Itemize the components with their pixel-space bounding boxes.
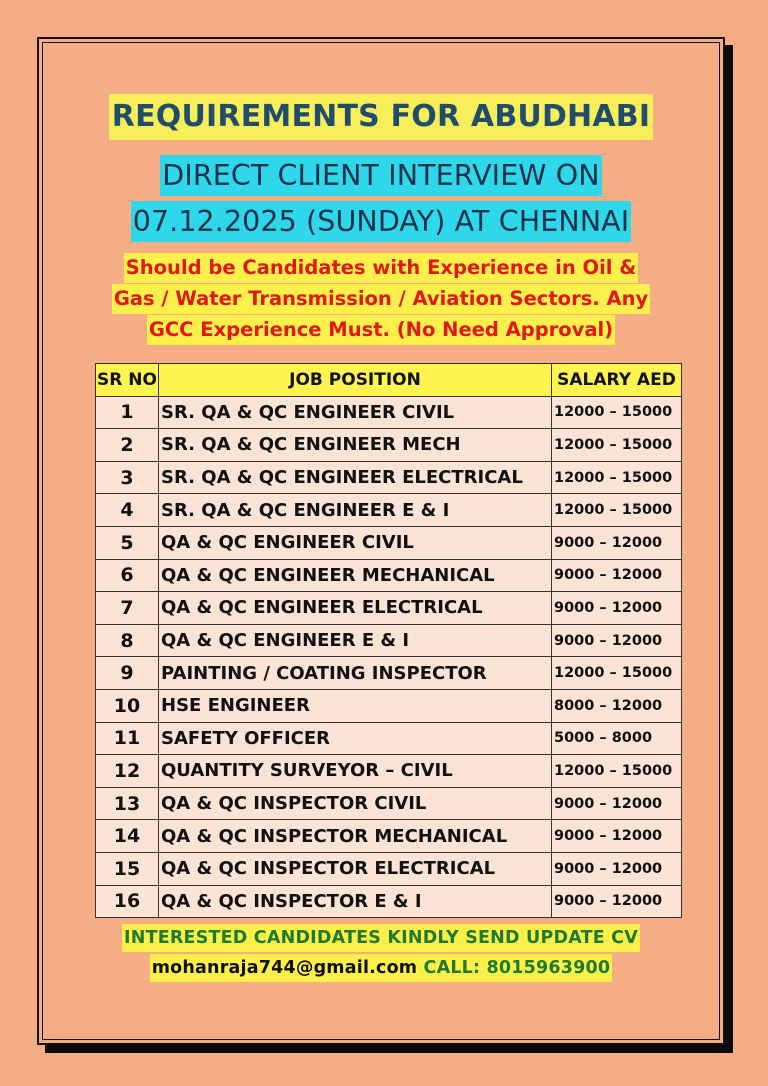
cell-job-position: PAINTING / COATING INSPECTOR bbox=[159, 657, 552, 690]
cell-sr-no: 12 bbox=[96, 755, 159, 788]
cell-salary: 12000 – 15000 bbox=[552, 461, 682, 494]
cell-job-position: QA & QC INSPECTOR MECHANICAL bbox=[159, 820, 552, 853]
cell-salary: 12000 – 15000 bbox=[552, 657, 682, 690]
contact-line bbox=[150, 954, 613, 982]
table-body bbox=[96, 396, 682, 918]
cell-sr-no: 9 bbox=[96, 657, 159, 690]
cell-job-position: QA & QC ENGINEER MECHANICAL bbox=[159, 559, 552, 592]
col-header-job-position: JOB POSITION bbox=[159, 364, 552, 397]
jobs-table bbox=[95, 363, 682, 918]
table-row bbox=[96, 885, 682, 918]
cell-salary: 9000 – 12000 bbox=[552, 526, 682, 559]
table-row bbox=[96, 820, 682, 853]
cell-salary: 9000 – 12000 bbox=[552, 885, 682, 918]
cell-salary: 12000 – 15000 bbox=[552, 755, 682, 788]
cell-sr-no: 8 bbox=[96, 624, 159, 657]
cell-job-position: SR. QA & QC ENGINEER ELECTRICAL bbox=[159, 461, 552, 494]
cell-job-position: QA & QC ENGINEER E & I bbox=[159, 624, 552, 657]
cell-job-position: SR. QA & QC ENGINEER E & I bbox=[159, 494, 552, 527]
cell-sr-no: 16 bbox=[96, 885, 159, 918]
interview-line-1: DIRECT CLIENT INTERVIEW ON bbox=[160, 155, 601, 196]
table-row bbox=[96, 624, 682, 657]
cell-salary: 9000 – 12000 bbox=[552, 820, 682, 853]
cell-job-position: SR. QA & QC ENGINEER MECH bbox=[159, 429, 552, 462]
cell-salary: 12000 – 15000 bbox=[552, 396, 682, 429]
col-header-salary: SALARY AED bbox=[552, 364, 682, 397]
cell-job-position: QA & QC INSPECTOR E & I bbox=[159, 885, 552, 918]
table-row bbox=[96, 852, 682, 885]
contact-phone: CALL: 8015963900 bbox=[423, 958, 611, 978]
cell-sr-no: 4 bbox=[96, 494, 159, 527]
table-row bbox=[96, 559, 682, 592]
cell-salary: 8000 – 12000 bbox=[552, 689, 682, 722]
table-row bbox=[96, 657, 682, 690]
cell-salary: 12000 – 15000 bbox=[552, 429, 682, 462]
cell-salary: 12000 – 15000 bbox=[552, 494, 682, 527]
cell-salary: 9000 – 12000 bbox=[552, 592, 682, 625]
footer-cta bbox=[39, 924, 723, 952]
cell-sr-no: 7 bbox=[96, 592, 159, 625]
interview-block bbox=[39, 155, 723, 247]
cell-job-position: SR. QA & QC ENGINEER CIVIL bbox=[159, 396, 552, 429]
cell-sr-no: 15 bbox=[96, 852, 159, 885]
poster-frame bbox=[37, 37, 725, 1045]
cell-salary: 9000 – 12000 bbox=[552, 852, 682, 885]
cell-job-position: SAFETY OFFICER bbox=[159, 722, 552, 755]
footer-line-1: INTERESTED CANDIDATES KINDLY SEND UPDATE CV bbox=[122, 924, 640, 952]
interview-line-2: 07.12.2025 (SUNDAY) AT CHENNAI bbox=[131, 201, 632, 242]
requirement-line-1: Should be Candidates with Experience in Oil & bbox=[124, 253, 639, 283]
contact-email: mohanraja744@gmail.com bbox=[151, 958, 418, 978]
table-row bbox=[96, 755, 682, 788]
cell-salary: 9000 – 12000 bbox=[552, 559, 682, 592]
cell-sr-no: 14 bbox=[96, 820, 159, 853]
cell-sr-no: 2 bbox=[96, 429, 159, 462]
cell-salary: 5000 – 8000 bbox=[552, 722, 682, 755]
cell-salary: 9000 – 12000 bbox=[552, 624, 682, 657]
table-row bbox=[96, 592, 682, 625]
table-row bbox=[96, 722, 682, 755]
cell-job-position: QA & QC ENGINEER ELECTRICAL bbox=[159, 592, 552, 625]
page-title: REQUIREMENTS FOR ABUDHABI bbox=[109, 94, 653, 140]
title-block bbox=[39, 94, 723, 140]
cell-sr-no: 10 bbox=[96, 689, 159, 722]
table-row bbox=[96, 787, 682, 820]
table-row bbox=[96, 494, 682, 527]
cell-job-position: QA & QC INSPECTOR ELECTRICAL bbox=[159, 852, 552, 885]
table-header-row bbox=[96, 364, 682, 397]
cell-sr-no: 13 bbox=[96, 787, 159, 820]
cell-sr-no: 5 bbox=[96, 526, 159, 559]
cell-job-position: QUANTITY SURVEYOR – CIVIL bbox=[159, 755, 552, 788]
col-header-sr-no: SR NO bbox=[96, 364, 159, 397]
footer-contact bbox=[39, 954, 723, 982]
requirement-line-2: Gas / Water Transmission / Aviation Sectors. Any bbox=[112, 284, 650, 314]
cell-salary: 9000 – 12000 bbox=[552, 787, 682, 820]
table-row bbox=[96, 396, 682, 429]
requirements-block bbox=[39, 253, 723, 346]
cell-job-position: QA & QC INSPECTOR CIVIL bbox=[159, 787, 552, 820]
table-row bbox=[96, 526, 682, 559]
table-row bbox=[96, 461, 682, 494]
requirement-line-3: GCC Experience Must. (No Need Approval) bbox=[147, 315, 615, 345]
cell-sr-no: 1 bbox=[96, 396, 159, 429]
table-row bbox=[96, 429, 682, 462]
table-row bbox=[96, 689, 682, 722]
cell-job-position: QA & QC ENGINEER CIVIL bbox=[159, 526, 552, 559]
cell-sr-no: 6 bbox=[96, 559, 159, 592]
cell-sr-no: 11 bbox=[96, 722, 159, 755]
cell-sr-no: 3 bbox=[96, 461, 159, 494]
cell-job-position: HSE ENGINEER bbox=[159, 689, 552, 722]
